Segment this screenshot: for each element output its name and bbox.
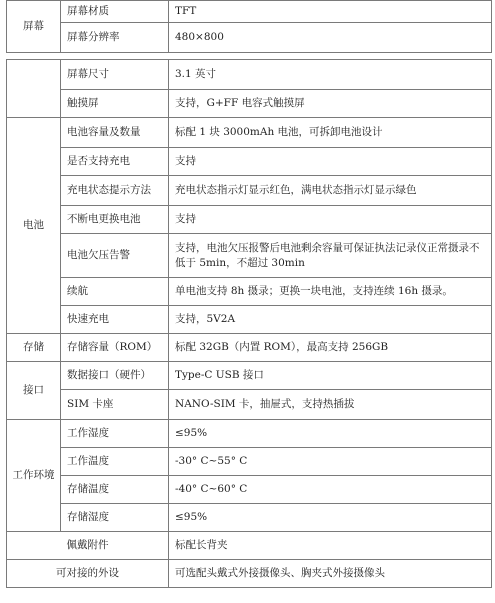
table-row — [7, 118, 492, 148]
spec-label: 不断电更换电池 — [61, 206, 169, 234]
table-row — [7, 148, 492, 176]
spec-label: 电池容量及数量 — [61, 118, 169, 148]
spec-label: 工作湿度 — [61, 420, 169, 448]
spec-value: 480×800 — [169, 23, 492, 53]
spec-value: ≤95% — [169, 420, 492, 448]
spec-label: 数据接口（硬件） — [61, 362, 169, 390]
spec-value: 支持，G+FF 电容式触摸屏 — [169, 90, 492, 118]
spec-value: TFT — [169, 1, 492, 23]
category-screen: 屏幕 — [7, 1, 61, 53]
spec-label: 触摸屏 — [61, 90, 169, 118]
category-storage: 存储 — [7, 334, 61, 362]
spec-value: 支持 — [169, 148, 492, 176]
spec-value: 支持，5V2A — [169, 306, 492, 334]
spec-label: 快速充电 — [61, 306, 169, 334]
table-row — [7, 390, 492, 420]
spec-label: 屏幕材质 — [61, 1, 169, 23]
table-row — [7, 206, 492, 234]
table-row — [7, 1, 492, 23]
spec-label: 存储湿度 — [61, 504, 169, 532]
spec-value: 支持 — [169, 206, 492, 234]
spec-label: 充电状态提示方法 — [61, 176, 169, 206]
table-row — [7, 234, 492, 278]
table-row — [7, 448, 492, 476]
spec-label: SIM 卡座 — [61, 390, 169, 420]
spec-value: -30° C~55° C — [169, 448, 492, 476]
table-row — [7, 560, 492, 588]
spec-value: ≤95% — [169, 504, 492, 532]
spec-label: 屏幕分辨率 — [61, 23, 169, 53]
spec-value: 支持，电池欠压报警后电池剩余容量可保证执法记录仪正常摄录不低于 5min，不超过 30min — [169, 234, 492, 278]
spec-value: 3.1 英寸 — [169, 60, 492, 90]
category-battery: 电池 — [7, 118, 61, 334]
category-environment: 工作环境 — [7, 420, 61, 532]
table-row — [7, 504, 492, 532]
accessory-label: 佩戴附件 — [7, 532, 169, 560]
spec-value: 充电状态指示灯显示红色，满电状态指示灯显示绿色 — [169, 176, 492, 206]
table-row — [7, 60, 492, 90]
table-row — [7, 420, 492, 448]
spec-value: NANO-SIM 卡，抽屉式，支持热插拔 — [169, 390, 492, 420]
table-row — [7, 532, 492, 560]
spec-table-top — [6, 0, 492, 53]
table-row — [7, 23, 492, 53]
table-row — [7, 362, 492, 390]
spec-label: 是否支持充电 — [61, 148, 169, 176]
spec-value: Type-C USB 接口 — [169, 362, 492, 390]
spec-label: 续航 — [61, 278, 169, 306]
spec-value: -40° C~60° C — [169, 476, 492, 504]
spec-value: 标配 32GB（内置 ROM），最高支持 256GB — [169, 334, 492, 362]
spec-value: 标配 1 块 3000mAh 电池，可拆卸电池设计 — [169, 118, 492, 148]
spec-label: 电池欠压告警 — [61, 234, 169, 278]
table-row — [7, 476, 492, 504]
peripheral-label: 可对接的外设 — [7, 560, 169, 588]
accessory-value: 标配长背夹 — [169, 532, 492, 560]
category-screen-continued — [7, 60, 61, 118]
spec-label: 屏幕尺寸 — [61, 60, 169, 90]
spec-label: 存储容量（ROM） — [61, 334, 169, 362]
table-row — [7, 176, 492, 206]
spec-table-main — [6, 59, 492, 588]
spec-label: 工作温度 — [61, 448, 169, 476]
category-interface: 接口 — [7, 362, 61, 420]
table-row — [7, 90, 492, 118]
peripheral-value: 可选配头戴式外接摄像头、胸夹式外接摄像头 — [169, 560, 492, 588]
table-row — [7, 278, 492, 306]
table-row — [7, 306, 492, 334]
table-row — [7, 334, 492, 362]
spec-label: 存储温度 — [61, 476, 169, 504]
spec-value: 单电池支持 8h 摄录；更换一块电池，支持连续 16h 摄录。 — [169, 278, 492, 306]
